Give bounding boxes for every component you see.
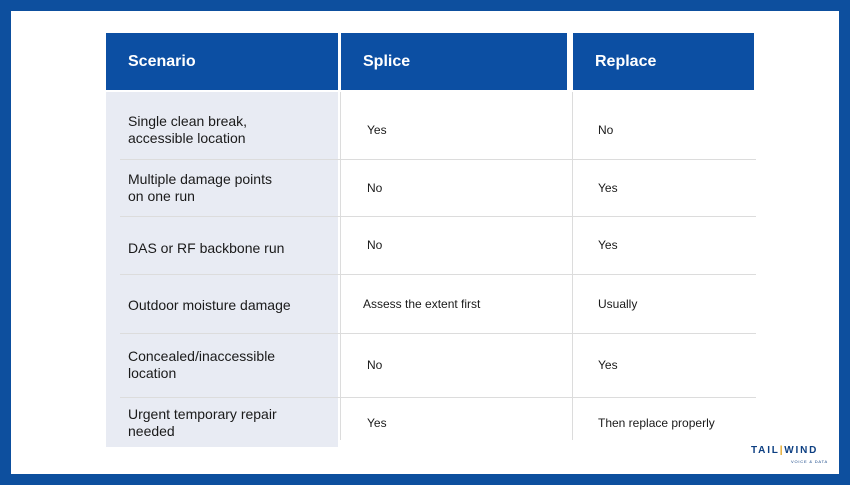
table-row-replace: Yes — [598, 358, 618, 372]
table-row-scenario — [128, 333, 328, 397]
table-row-replace: Then replace properly — [598, 416, 715, 430]
logo-word-left: TAIL — [751, 445, 780, 456]
table-row-splice: No — [367, 358, 383, 372]
content-card — [11, 11, 839, 474]
tailwind-logo — [751, 445, 831, 469]
logo-word-bar: | — [779, 445, 785, 456]
scenario-line: Concealed/inaccessible — [128, 348, 276, 364]
table-row-scenario: Outdoor moisture damage — [128, 296, 291, 313]
table-row-scenario — [128, 101, 328, 159]
table-row-replace: Yes — [598, 238, 618, 252]
table-row-splice: No — [367, 238, 383, 252]
header-scenario: Scenario — [106, 33, 338, 90]
header-replace: Replace — [573, 33, 754, 90]
scenario-line: on one run — [128, 187, 195, 204]
header-splice: Splice — [341, 33, 567, 90]
table-row-scenario — [128, 159, 328, 216]
table-row-scenario: DAS or RF backbone run — [128, 240, 285, 256]
scenario-line: accessible location — [128, 130, 246, 146]
table-row-splice: Yes — [367, 123, 387, 137]
logo-wordmark — [751, 445, 818, 456]
scenario-line: Single clean break, — [128, 113, 248, 129]
column-divider — [572, 92, 573, 440]
table-row-scenario — [128, 397, 328, 449]
column-divider — [340, 92, 341, 440]
logo-word-right: WIND — [784, 445, 819, 456]
table-row-splice: No — [367, 180, 383, 195]
logo-tagline: VOICE & DATA — [791, 459, 829, 464]
table-row-splice: Yes — [367, 416, 387, 430]
scenario-line: Urgent temporary repair — [128, 406, 277, 422]
scenario-line: location — [128, 365, 177, 381]
table-row-replace: No — [598, 123, 614, 137]
table-row-splice: Assess the extent first — [363, 296, 481, 311]
table-row-replace: Yes — [598, 180, 618, 195]
table-row-replace: Usually — [598, 296, 638, 311]
scenario-line: needed — [128, 423, 175, 439]
scenario-line: Multiple damage points — [128, 170, 272, 187]
